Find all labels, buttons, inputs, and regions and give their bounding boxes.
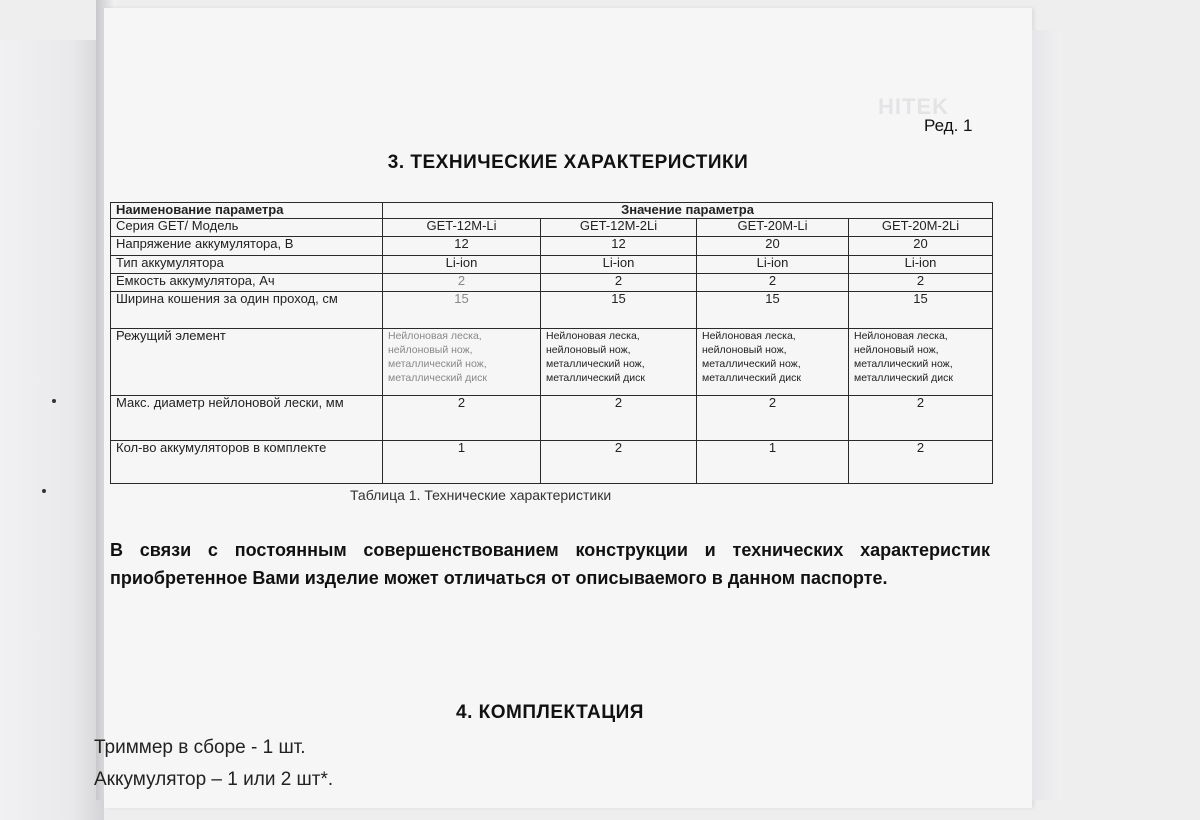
cell: 1 [697,440,849,483]
cell: GET-20M-2Li [849,219,993,237]
section-4-title: 4. КОМПЛЕКТАЦИЯ [456,702,644,723]
table-row [111,237,993,255]
cell: 2 [697,395,849,440]
table-row [111,274,993,292]
cell: 12 [383,237,541,255]
brand-watermark: HITEK [878,94,949,119]
cell: 20 [697,237,849,255]
punch-hole [42,489,46,493]
list-item: Аккумулятор – 1 или 2 шт*. [94,769,334,790]
table-row [111,395,993,440]
cell: Li-ion [383,255,541,273]
table-row [111,292,993,329]
cell: 15 [383,292,541,329]
cell: Li-ion [541,255,697,273]
spec-table [110,202,993,484]
param-header: Наименование параметра [111,203,383,219]
cell: Нейлоновая леска, нейлоновый нож, металлический нож, металлический диск [697,328,849,395]
table-row [111,440,993,483]
cell: 12 [541,237,697,255]
page-edge [1032,30,1062,800]
row-label: Напряжение аккумулятора, В [111,237,383,255]
cell: Li-ion [697,255,849,273]
kit-list [94,732,333,796]
row-label: Ширина кошения за один проход, см [111,292,383,329]
revision-label: Ред. 1 [924,116,973,135]
cell: 15 [541,292,697,329]
cell: 2 [697,274,849,292]
cell: 2 [849,395,993,440]
table-row [111,255,993,273]
cell: 20 [849,237,993,255]
cell: 2 [541,395,697,440]
row-label: Серия GET/ Модель [111,219,383,237]
cell: Нейлоновая леска, нейлоновый нож, металлический нож, металлический диск [541,328,697,395]
row-label: Тип аккумулятора [111,255,383,273]
cell: 2 [849,440,993,483]
cell: 2 [383,274,541,292]
punch-hole [52,399,56,403]
cell: 2 [541,440,697,483]
section-3-title: 3. ТЕХНИЧЕСКИЕ ХАРАКТЕРИСТИКИ [387,152,749,173]
cell: 2 [849,274,993,292]
cell: GET-20M-Li [697,219,849,237]
cell: 2 [383,395,541,440]
row-label: Емкость аккумулятора, Ач [111,274,383,292]
row-label: Кол-во аккумуляторов в комплекте [111,440,383,483]
cell: GET-12M-Li [383,219,541,237]
cell: 15 [697,292,849,329]
cell: Нейлоновая леска, нейлоновый нож, металлический нож, металлический диск [849,328,993,395]
cell: 1 [383,440,541,483]
list-item: Триммер в сборе - 1 шт. [94,737,306,758]
notice-paragraph: В связи с постоянным совершенствованием конструкции и технических характеристик приобретенное Вами изделие может отличаться от описываемого в данном паспорте. [110,540,990,588]
row-label: Режущий элемент [111,328,383,395]
cell: 2 [541,274,697,292]
value-header: Значение параметра [383,203,993,219]
cell: GET-12M-2Li [541,219,697,237]
table-caption: Таблица 1. Технические характеристики [350,487,612,503]
cell: 15 [849,292,993,329]
table-row [111,328,993,395]
table-row [111,219,993,237]
table-header-row [111,203,993,219]
row-label: Макс. диаметр нейлоновой лески, мм [111,395,383,440]
cell: Li-ion [849,255,993,273]
cell: Нейлоновая леска, нейлоновый нож, металлический нож, металлический диск [383,328,541,395]
